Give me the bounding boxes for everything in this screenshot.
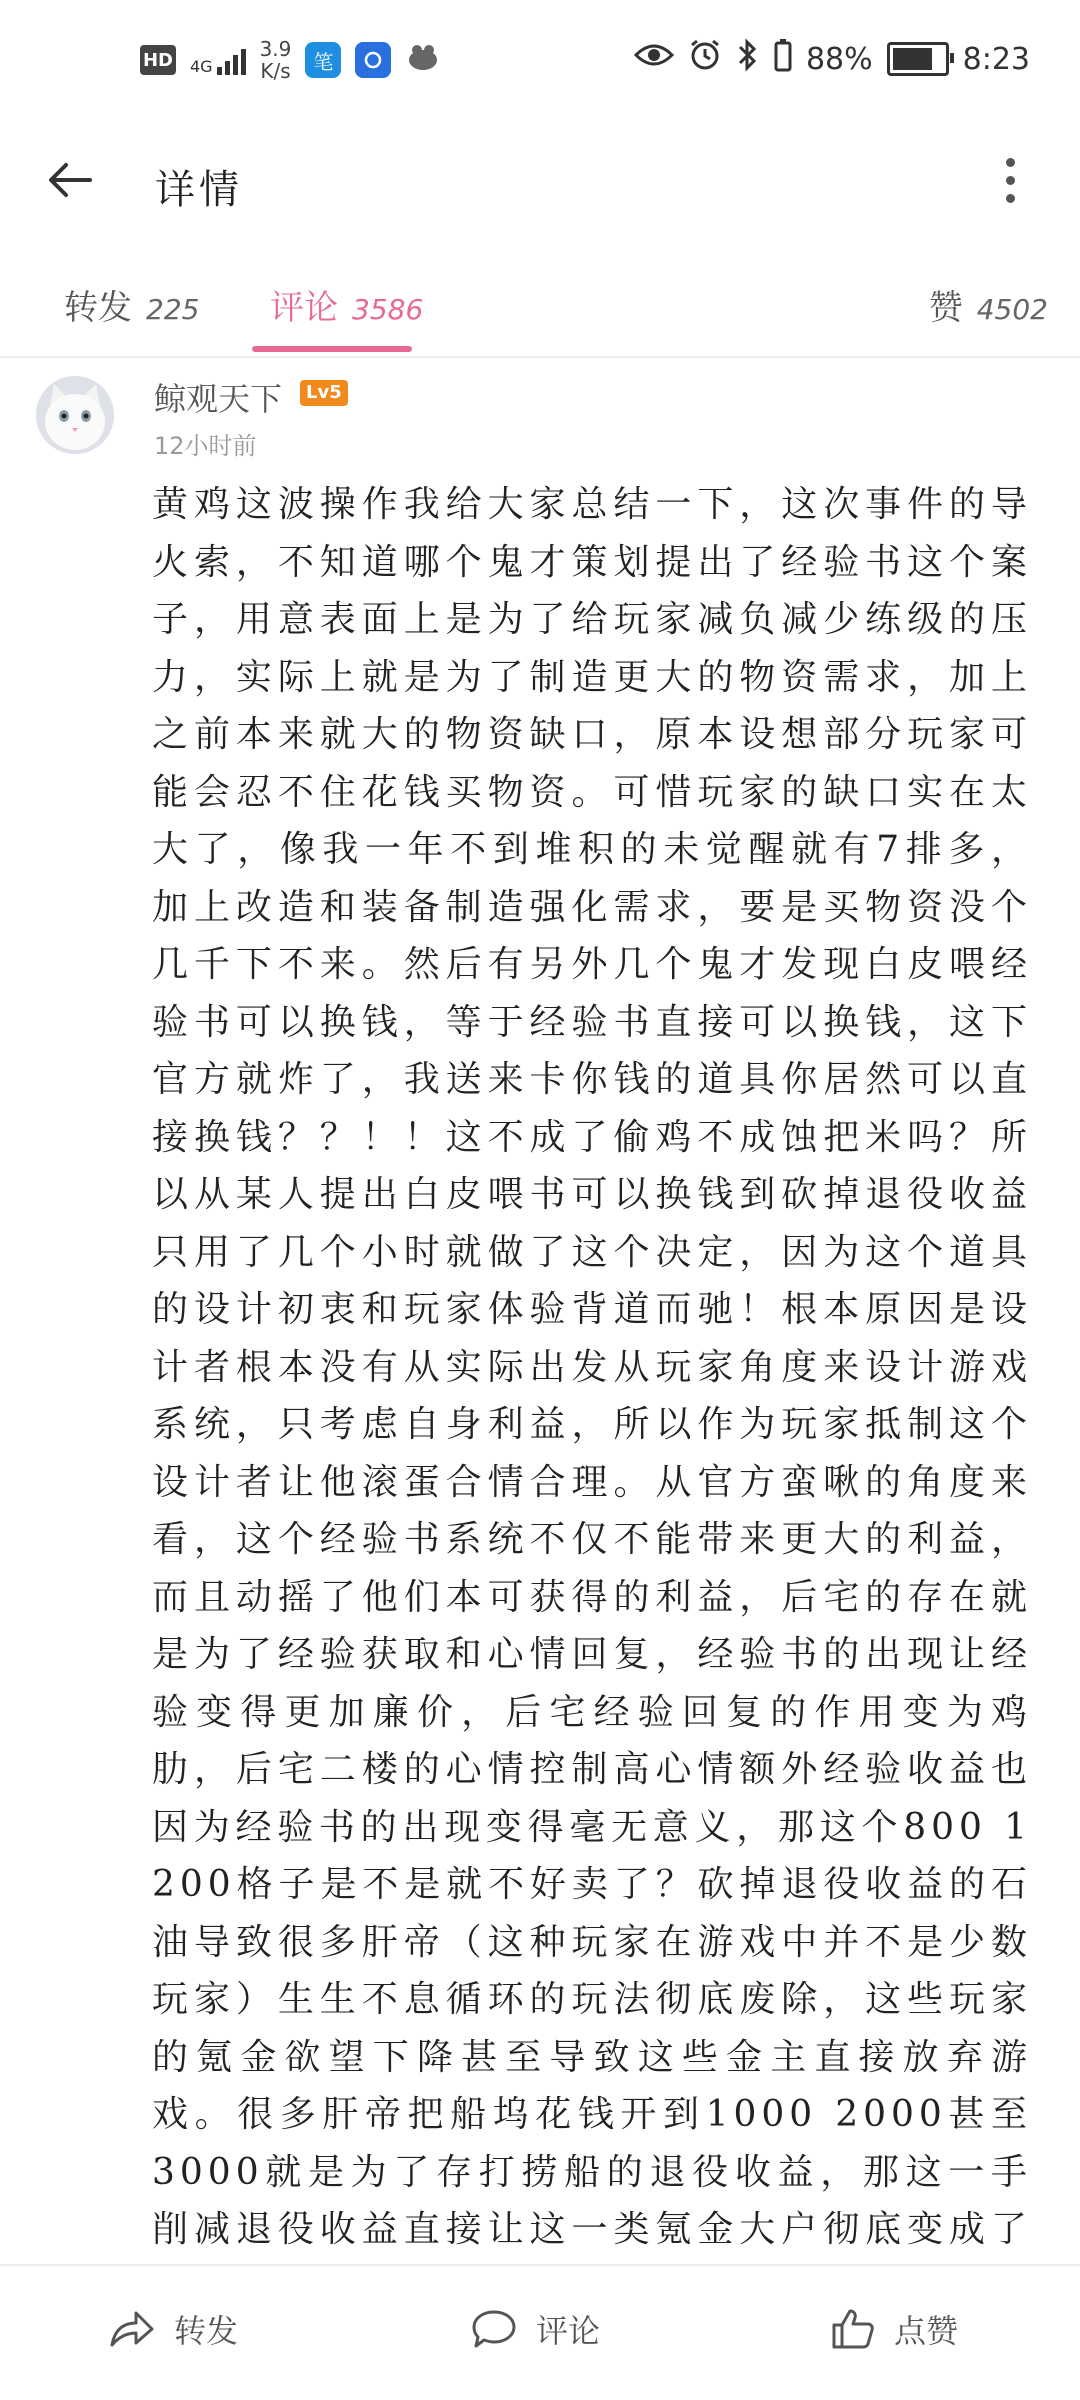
game-notification-icon [405, 38, 441, 82]
bluetooth-icon [736, 38, 760, 80]
page-title: 详情 [155, 167, 243, 213]
tab-likes[interactable] [929, 280, 1048, 329]
active-tab-indicator [252, 346, 412, 352]
tab-label: 评论 [270, 288, 338, 328]
app-bar [0, 120, 1080, 240]
speed-value: 3.9 [259, 37, 292, 61]
tab-count: 3586 [352, 293, 424, 326]
thumbs-up-icon [830, 2307, 876, 2351]
battery-saver-icon [774, 38, 792, 80]
network-type: 4G [190, 57, 213, 76]
back-button[interactable] [40, 150, 100, 210]
battery-fill [893, 48, 932, 70]
tab-comments[interactable] [270, 280, 423, 329]
eye-comfort-icon [634, 41, 674, 77]
comment-timestamp: 12小时前 [154, 432, 257, 460]
avatar[interactable] [36, 376, 114, 454]
repost-label: 转发 [174, 2312, 239, 2350]
more-dot [1006, 176, 1015, 185]
repost-button[interactable] [108, 2306, 238, 2352]
more-dot [1006, 194, 1015, 203]
network-speed [260, 38, 292, 82]
speed-unit: K/s [260, 59, 291, 83]
comment-button[interactable] [470, 2306, 600, 2352]
note-app-icon: 笔 [305, 42, 341, 78]
battery-percent: 88% [805, 41, 873, 77]
like-button[interactable] [830, 2306, 958, 2352]
status-bar [0, 0, 1080, 120]
status-right [634, 38, 1030, 80]
clock: 8:23 [962, 41, 1030, 77]
cat-avatar-icon [36, 376, 114, 454]
tab-bar [0, 260, 1080, 358]
back-arrow-icon [48, 162, 92, 198]
signal-bars-icon [217, 45, 246, 75]
like-label: 点赞 [894, 2312, 959, 2350]
more-options-button[interactable] [990, 150, 1030, 210]
tab-reposts[interactable] [64, 280, 199, 329]
level-badge: Lv5 [300, 380, 348, 406]
bottom-action-bar [0, 2264, 1080, 2400]
app-notification-icon [355, 42, 391, 78]
tab-label: 赞 [928, 288, 963, 328]
hd-icon: HD [140, 45, 176, 75]
battery-icon [887, 42, 949, 76]
cell-signal-icon [190, 45, 246, 75]
alarm-icon [688, 38, 722, 80]
tab-count: 4502 [976, 293, 1048, 326]
tab-count: 225 [146, 293, 200, 326]
share-arrow-icon [108, 2309, 156, 2349]
comment-bubble-icon [470, 2308, 518, 2350]
comment-label: 评论 [536, 2312, 601, 2350]
tab-label: 转发 [64, 288, 132, 328]
comment-username[interactable]: 鲸观天下 [154, 380, 283, 418]
comment-text: 黄鸡这波操作我给大家总结一下，这次事件的导火索，不知道哪个鬼才策划提出了经验书这个案子，用意表面上是为了给玩家减负减少练级的压力，实际上就是为了制造更大的物资需求，加上之前本来就大的物资缺口，原本设想部分玩家可能会忍不住花钱买物资。可惜玩家的缺口实在太大了，像我一年不到堆积的未觉醒就有7排多，加上改造和装备制造强化需求，要是买物资没个几千下不来。然后有另外几个鬼才发现白皮喂经验书可以换钱，等于经验书直接可以换钱，这下官方就炸了，我送来卡你钱的道具你居然可以直接换钱？？！！这不成了偷鸡不成蚀把米吗？所以从某人提出白皮喂书可以换钱到砍掉退役收益只用了几个小时就做了这个决定，因为这个道具的设计初衷和玩家体验背道而驰！根本原因是设计者根本没有从实际出发从玩家角度来设计游戏系统，只考虑自身利益，所以作为玩家抵制这个设计者让他滚蛋合情合理。从官方蛮啾的角度来看，这个经验书系统不仅不能带来更大的利益，而且动摇了他们本可获得的利益，后宅的存在就是为了经验获取和心情回复，经验书的出现让经验变得更加廉价，后宅经验回复的作用变为鸡肋，后宅二楼的心情控制高心情额外经验收益也因为经验书的出现变得毫无意义，那这个800 1200格子是不是就不好卖了？砍掉退役收益的石油导致很多肝帝（这种玩家在游戏中并不是少数玩家）生生不息循环的玩法彻底废除，这些玩家的氪金欲望下降甚至导致这些金主直接放弃游戏。很多肝帝把船坞花钱开到1000 2000甚至3000就是为了存打捞船的退役收益，那这一手削减退役收益直接让这一类氪金大户彻底变成了 [152, 484, 1032, 2250]
status-left [140, 38, 441, 82]
more-dot [1006, 158, 1015, 167]
